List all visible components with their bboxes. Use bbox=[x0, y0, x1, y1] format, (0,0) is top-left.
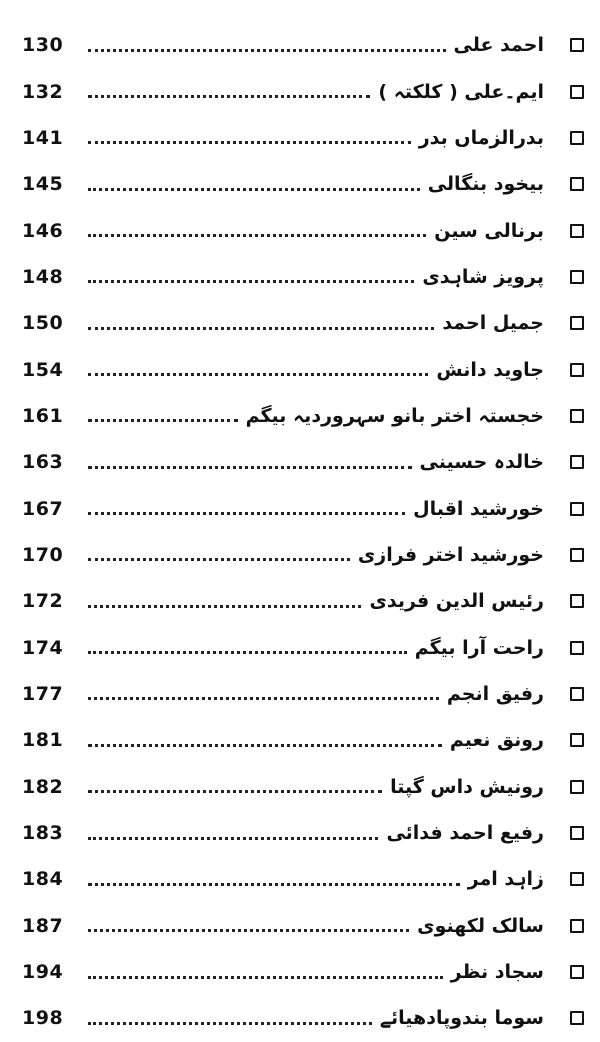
toc-entry bbox=[22, 671, 588, 717]
dot-leader bbox=[88, 1022, 372, 1025]
checkbox-bullet-icon bbox=[570, 1011, 584, 1025]
dot-leader bbox=[88, 837, 378, 840]
checkbox-bullet-icon bbox=[570, 177, 584, 191]
author-name: راحت آرا بیگم bbox=[414, 636, 544, 659]
checkbox-bullet-icon bbox=[570, 733, 584, 747]
author-name: جمیل احمد bbox=[442, 312, 544, 335]
page-number: 148 bbox=[22, 265, 64, 288]
page-number: 184 bbox=[22, 868, 64, 891]
page-number: 181 bbox=[22, 729, 64, 752]
page-number: 187 bbox=[22, 914, 64, 937]
dot-leader bbox=[88, 419, 238, 422]
author-name: رفیق انجم bbox=[446, 682, 544, 705]
checkbox-bullet-icon bbox=[570, 455, 584, 469]
toc-entry bbox=[22, 578, 588, 624]
page-number: 163 bbox=[22, 451, 64, 474]
dot-leader bbox=[88, 141, 411, 144]
author-name: خالدہ حسینی bbox=[419, 451, 544, 474]
dot-leader bbox=[88, 558, 350, 561]
dot-leader bbox=[88, 327, 434, 330]
toc-entry bbox=[22, 764, 588, 810]
page-number: 183 bbox=[22, 822, 64, 845]
author-name: سوما بندوپادھیائے bbox=[379, 1007, 544, 1030]
checkbox-bullet-icon bbox=[570, 872, 584, 886]
author-name: رونیش داس گپتا bbox=[390, 775, 544, 798]
page-number: 177 bbox=[22, 682, 64, 705]
toc-entry bbox=[22, 532, 588, 578]
author-name: جاوید دانش bbox=[436, 358, 544, 381]
page-number: 154 bbox=[22, 358, 64, 381]
page-number: 182 bbox=[22, 775, 64, 798]
page-number: 141 bbox=[22, 126, 64, 149]
toc-entry bbox=[22, 949, 588, 995]
dot-leader bbox=[88, 466, 412, 469]
page-number: 194 bbox=[22, 961, 64, 984]
toc-entry bbox=[22, 207, 588, 253]
page-number: 161 bbox=[22, 404, 64, 427]
toc-entry bbox=[22, 68, 588, 114]
dot-leader bbox=[88, 790, 382, 793]
dot-leader bbox=[88, 605, 361, 608]
dot-leader bbox=[88, 512, 405, 515]
author-name: رفیع احمد فدائی bbox=[386, 822, 544, 845]
dot-leader bbox=[88, 929, 409, 932]
checkbox-bullet-icon bbox=[570, 548, 584, 562]
toc-entry bbox=[22, 22, 588, 68]
author-name: بیخود بنگالی bbox=[427, 173, 544, 196]
author-name: زاہد امر bbox=[467, 868, 544, 891]
toc-entry bbox=[22, 393, 588, 439]
checkbox-bullet-icon bbox=[570, 594, 584, 608]
toc-entry bbox=[22, 717, 588, 763]
page-number: 174 bbox=[22, 636, 64, 659]
checkbox-bullet-icon bbox=[570, 131, 584, 145]
checkbox-bullet-icon bbox=[570, 409, 584, 423]
author-name: خجستہ اختر بانو سہروردیہ بیگم bbox=[245, 404, 544, 427]
page-number: 132 bbox=[22, 80, 64, 103]
checkbox-bullet-icon bbox=[570, 919, 584, 933]
checkbox-bullet-icon bbox=[570, 270, 584, 284]
toc-entry bbox=[22, 346, 588, 392]
checkbox-bullet-icon bbox=[570, 502, 584, 516]
dot-leader bbox=[88, 234, 426, 237]
dot-leader bbox=[88, 188, 420, 191]
checkbox-bullet-icon bbox=[570, 224, 584, 238]
author-name: رئیس الدین فریدی bbox=[369, 590, 544, 613]
toc-entry bbox=[22, 624, 588, 670]
toc-entry bbox=[22, 300, 588, 346]
toc-entry bbox=[22, 810, 588, 856]
page-number: 170 bbox=[22, 543, 64, 566]
page-number: 167 bbox=[22, 497, 64, 520]
page-number: 146 bbox=[22, 219, 64, 242]
page-number: 150 bbox=[22, 312, 64, 335]
page-number: 130 bbox=[22, 34, 64, 57]
checkbox-bullet-icon bbox=[570, 826, 584, 840]
checkbox-bullet-icon bbox=[570, 641, 584, 655]
dot-leader bbox=[88, 49, 446, 52]
author-name: خورشید اختر فرازی bbox=[357, 543, 544, 566]
checkbox-bullet-icon bbox=[570, 363, 584, 377]
dot-leader bbox=[88, 744, 442, 747]
toc-entry bbox=[22, 439, 588, 485]
dot-leader bbox=[88, 373, 428, 376]
author-name: احمد علی bbox=[453, 34, 544, 57]
toc-entry bbox=[22, 903, 588, 949]
author-name: سجاد نظر bbox=[450, 961, 544, 984]
author-name: خورشید اقبال bbox=[413, 497, 544, 520]
toc-entry bbox=[22, 161, 588, 207]
dot-leader bbox=[88, 976, 443, 979]
checkbox-bullet-icon bbox=[570, 687, 584, 701]
toc-entry bbox=[22, 254, 588, 300]
checkbox-bullet-icon bbox=[570, 38, 584, 52]
author-name: برنالی سین bbox=[434, 219, 544, 242]
author-name: پرویز شاہدی bbox=[422, 265, 544, 288]
toc-entry bbox=[22, 485, 588, 531]
author-name: رونق نعیم bbox=[449, 729, 544, 752]
author-name: ایم۔علی ( کلکتہ ) bbox=[378, 80, 544, 103]
dot-leader bbox=[88, 95, 370, 98]
checkbox-bullet-icon bbox=[570, 85, 584, 99]
author-name: بدرالزماں بدر bbox=[418, 126, 544, 149]
toc-list bbox=[22, 22, 588, 1042]
page-number: 198 bbox=[22, 1007, 64, 1030]
toc-entry bbox=[22, 995, 588, 1041]
toc-entry bbox=[22, 856, 588, 902]
checkbox-bullet-icon bbox=[570, 316, 584, 330]
dot-leader bbox=[88, 651, 407, 654]
page-number: 145 bbox=[22, 173, 64, 196]
page-number: 172 bbox=[22, 590, 64, 613]
checkbox-bullet-icon bbox=[570, 780, 584, 794]
author-name: سالک لکھنوی bbox=[417, 914, 544, 937]
dot-leader bbox=[88, 280, 414, 283]
dot-leader bbox=[88, 883, 460, 886]
toc-entry bbox=[22, 115, 588, 161]
checkbox-bullet-icon bbox=[570, 965, 584, 979]
dot-leader bbox=[88, 697, 439, 700]
